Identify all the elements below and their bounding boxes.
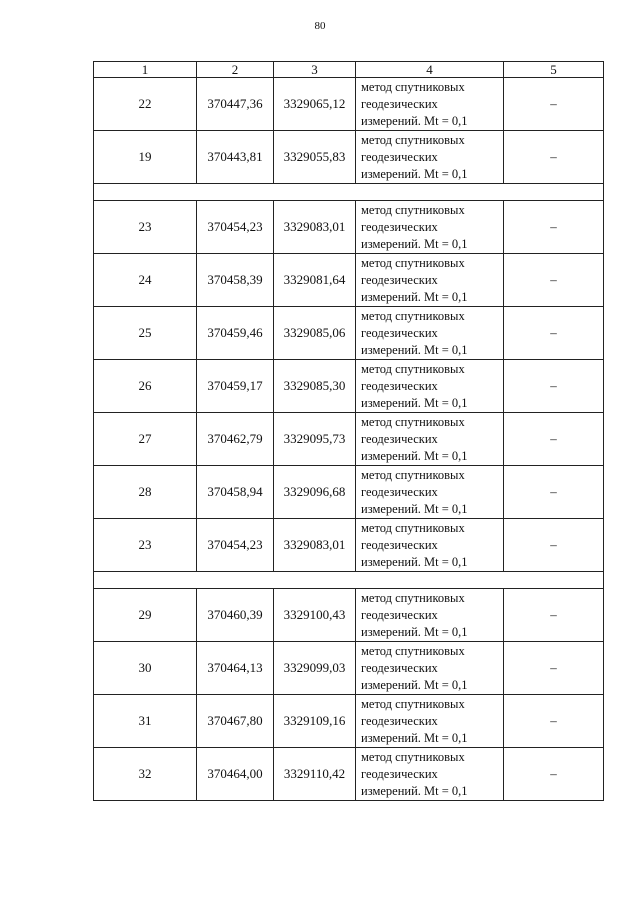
note-cell [504,695,604,748]
dash-mark: – [550,660,557,675]
dash-mark: – [550,219,557,234]
x-coordinate-cell: 370464,13 [197,642,274,695]
method-text-line: метод спутниковых [361,255,465,270]
point-number-cell: 30 [94,642,197,695]
method-text-line: геодезических [361,766,438,781]
method-text-line: измерений. Mt = 0,1 [361,783,468,798]
dash-mark: – [550,272,557,287]
method-cell [356,748,504,801]
table-row [94,307,604,360]
y-coordinate-cell: 3329083,01 [274,519,356,572]
method-text-line: измерений. Mt = 0,1 [361,113,468,128]
point-number-cell: 27 [94,413,197,466]
method-text-line: измерений. Mt = 0,1 [361,289,468,304]
note-cell [504,519,604,572]
table-row [94,519,604,572]
point-number-cell: 24 [94,254,197,307]
method-text-line: геодезических [361,713,438,728]
y-coordinate-cell: 3329081,64 [274,254,356,307]
method-text-line: метод спутниковых [361,202,465,217]
table-row [94,360,604,413]
method-cell [356,201,504,254]
y-coordinate-cell: 3329085,30 [274,360,356,413]
table-row [94,589,604,642]
x-coordinate-cell: 370459,17 [197,360,274,413]
method-text-line: метод спутниковых [361,361,465,376]
method-text-line: метод спутниковых [361,590,465,605]
method-cell [356,78,504,131]
column-header: 4 [356,62,504,78]
method-text-line: измерений. Mt = 0,1 [361,554,468,569]
method-text-line: геодезических [361,378,438,393]
method-text-line: метод спутниковых [361,696,465,711]
method-text-line: геодезических [361,219,438,234]
dash-mark: – [550,325,557,340]
separator-cell [94,184,604,201]
point-number-cell: 28 [94,466,197,519]
dash-mark: – [550,96,557,111]
table-row [94,254,604,307]
x-coordinate-cell: 370454,23 [197,519,274,572]
dash-mark: – [550,766,557,781]
note-cell [504,589,604,642]
method-text-line: метод спутниковых [361,132,465,147]
table-row [94,201,604,254]
method-cell [356,695,504,748]
note-cell [504,254,604,307]
method-text-line: измерений. Mt = 0,1 [361,624,468,639]
method-cell [356,413,504,466]
x-coordinate-cell: 370459,46 [197,307,274,360]
point-number-cell: 31 [94,695,197,748]
y-coordinate-cell: 3329083,01 [274,201,356,254]
column-header: 5 [504,62,604,78]
point-number-cell: 23 [94,519,197,572]
x-coordinate-cell: 370458,94 [197,466,274,519]
x-coordinate-cell: 370447,36 [197,78,274,131]
dash-mark: – [550,378,557,393]
method-cell [356,360,504,413]
method-cell [356,642,504,695]
x-coordinate-cell: 370467,80 [197,695,274,748]
method-text-line: измерений. Mt = 0,1 [361,342,468,357]
method-text-line: измерений. Mt = 0,1 [361,395,468,410]
method-text-line: измерений. Mt = 0,1 [361,677,468,692]
y-coordinate-cell: 3329099,03 [274,642,356,695]
note-cell [504,466,604,519]
table-row [94,642,604,695]
method-text-line: геодезических [361,149,438,164]
note-cell [504,307,604,360]
dash-mark: – [550,537,557,552]
table-separator-row [94,184,604,201]
table-separator-row [94,572,604,589]
dash-mark: – [550,149,557,164]
coordinates-table [93,61,604,801]
y-coordinate-cell: 3329065,12 [274,78,356,131]
dash-mark: – [550,431,557,446]
y-coordinate-cell: 3329085,06 [274,307,356,360]
point-number-cell: 25 [94,307,197,360]
x-coordinate-cell: 370454,23 [197,201,274,254]
x-coordinate-cell: 370460,39 [197,589,274,642]
table-row [94,466,604,519]
method-text-line: метод спутниковых [361,520,465,535]
column-header: 2 [197,62,274,78]
method-text-line: геодезических [361,431,438,446]
dash-mark: – [550,713,557,728]
page-number: 80 [314,20,326,32]
method-text-line: метод спутниковых [361,79,465,94]
method-cell [356,307,504,360]
method-text-line: метод спутниковых [361,467,465,482]
table-row [94,748,604,801]
y-coordinate-cell: 3329100,43 [274,589,356,642]
point-number-cell: 26 [94,360,197,413]
method-cell [356,519,504,572]
dash-mark: – [550,607,557,622]
table-row [94,78,604,131]
method-cell [356,254,504,307]
separator-cell [94,572,604,589]
y-coordinate-cell: 3329055,83 [274,131,356,184]
point-number-cell: 22 [94,78,197,131]
point-number-cell: 19 [94,131,197,184]
note-cell [504,360,604,413]
method-text-line: метод спутниковых [361,414,465,429]
point-number-cell: 29 [94,589,197,642]
method-text-line: измерений. Mt = 0,1 [361,501,468,516]
method-text-line: измерений. Mt = 0,1 [361,166,468,181]
method-text-line: геодезических [361,537,438,552]
y-coordinate-cell: 3329096,68 [274,466,356,519]
method-text-line: метод спутниковых [361,749,465,764]
method-text-line: метод спутниковых [361,643,465,658]
x-coordinate-cell: 370464,00 [197,748,274,801]
column-header: 3 [274,62,356,78]
note-cell [504,748,604,801]
method-text-line: геодезических [361,272,438,287]
y-coordinate-cell: 3329109,16 [274,695,356,748]
table-row [94,131,604,184]
method-text-line: метод спутниковых [361,308,465,323]
y-coordinate-cell: 3329095,73 [274,413,356,466]
table-header-row [94,62,604,78]
point-number-cell: 23 [94,201,197,254]
method-text-line: измерений. Mt = 0,1 [361,448,468,463]
x-coordinate-cell: 370462,79 [197,413,274,466]
table-row [94,413,604,466]
method-text-line: геодезических [361,325,438,340]
note-cell [504,413,604,466]
method-text-line: геодезических [361,660,438,675]
method-text-line: геодезических [361,607,438,622]
point-number-cell: 32 [94,748,197,801]
method-cell [356,131,504,184]
x-coordinate-cell: 370458,39 [197,254,274,307]
method-text-line: измерений. Mt = 0,1 [361,236,468,251]
table-body [94,78,604,801]
note-cell [504,78,604,131]
dash-mark: – [550,484,557,499]
method-cell [356,589,504,642]
note-cell [504,131,604,184]
table-row [94,695,604,748]
method-text-line: измерений. Mt = 0,1 [361,730,468,745]
note-cell [504,642,604,695]
x-coordinate-cell: 370443,81 [197,131,274,184]
method-text-line: геодезических [361,484,438,499]
note-cell [504,201,604,254]
method-text-line: геодезических [361,96,438,111]
column-header: 1 [94,62,197,78]
method-cell [356,466,504,519]
y-coordinate-cell: 3329110,42 [274,748,356,801]
